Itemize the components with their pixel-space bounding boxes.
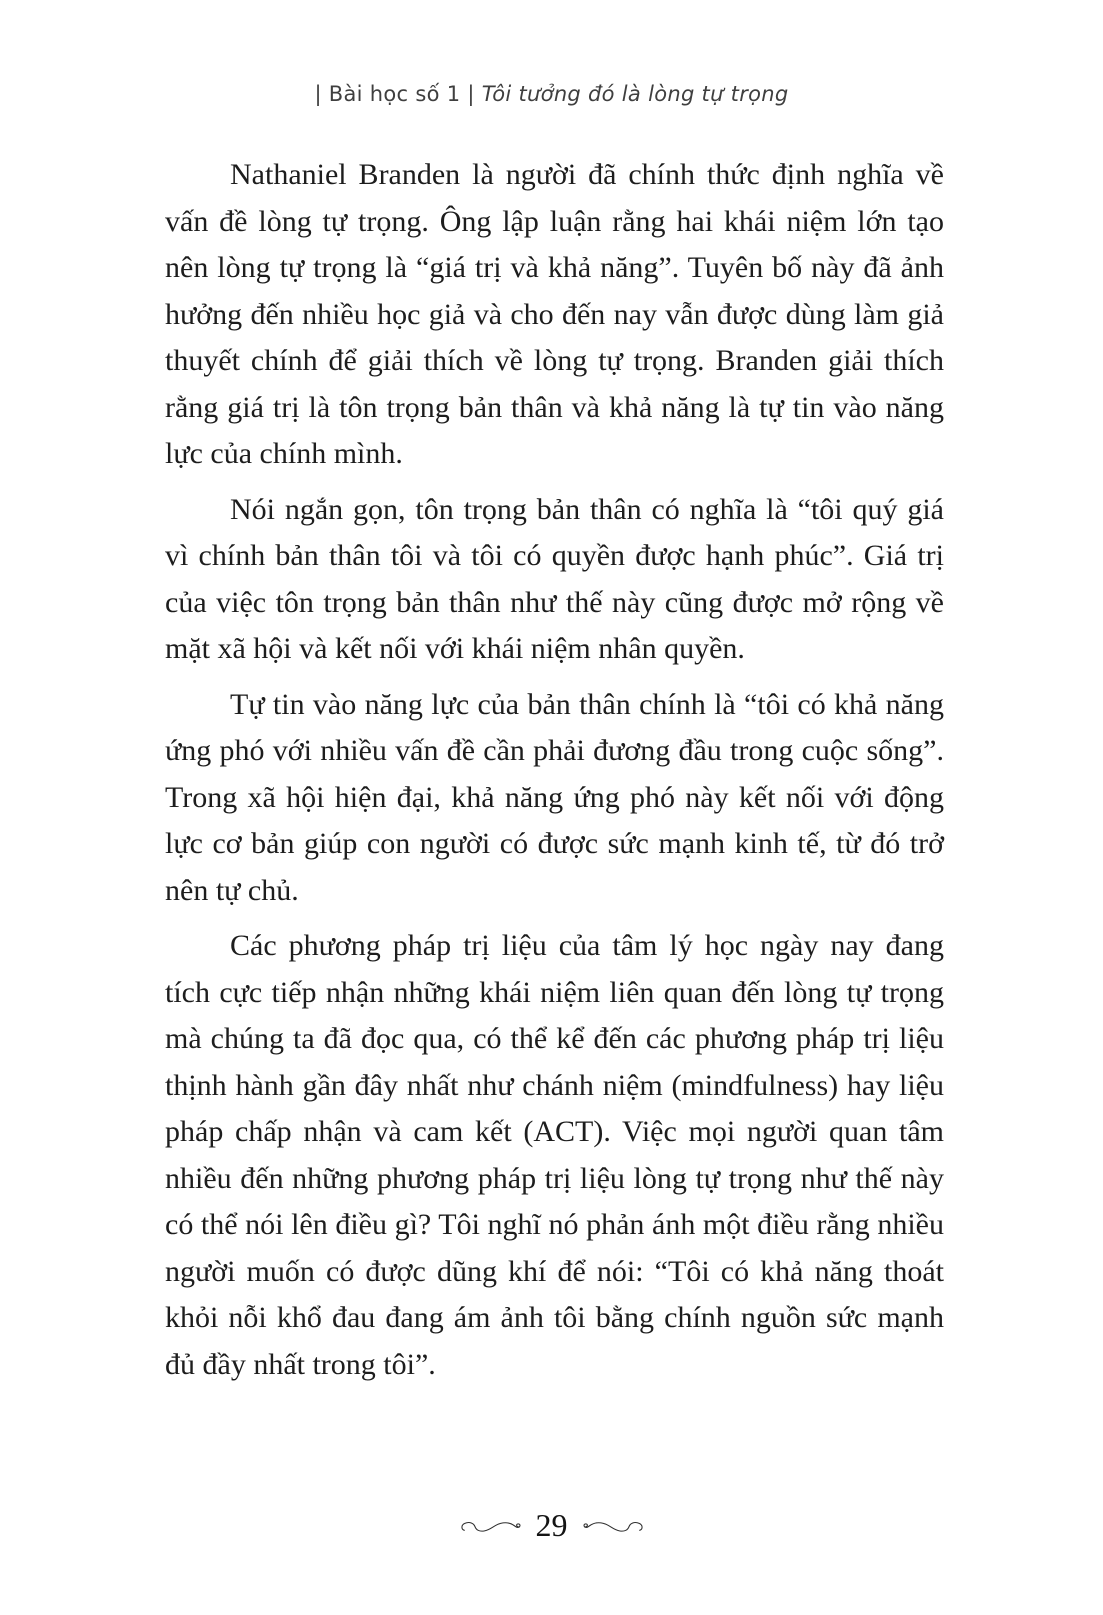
body-paragraph-3: Tự tin vào năng lực của bản thân chính là “tôi có khả năng ứng phó với nhiều vấn đề cần phải đương đầu trong cuộc sống”. Trong xã hội hiện đại, khả năng ứng phó này kết nối với động lực cơ bản giúp con người có được sức mạnh kinh tế, từ đó trở nên tự chủ. xyxy=(165,687,944,907)
flourish-left-icon xyxy=(460,1517,522,1534)
page-number: 29 xyxy=(535,1507,568,1543)
chapter-title: Tôi tưởng đó là lòng tự trọng xyxy=(481,82,789,106)
page-footer xyxy=(0,1509,1103,1615)
body-paragraph-2: Nói ngắn gọn, tôn trọng bản thân có nghĩa là “tôi quý giá vì chính bản thân tôi và tôi có quyền được hạnh phúc”. Giá trị của việc tôn trọng bản thân như thế này cũng được mở rộng về mặt xã hội và kết nối với khái niệm nhân quyền. xyxy=(165,492,944,665)
chapter-label: | Bài học số 1 | xyxy=(314,82,475,106)
body-paragraph-4: Các phương pháp trị liệu của tâm lý học ngày nay đang tích cực tiếp nhận những khái niệm liên quan đến lòng tự trọng mà chúng ta đã đọc qua, có thể kể đến các phương pháp trị liệu thịnh hành gần đây nhất như chánh niệm (mindfulness) hay liệu pháp chấp nhận và cam kết (ACT). Việc mọi người quan tâm nhiều đến những phương pháp trị liệu lòng tự trọng như thế này có thể nói lên điều gì? Tôi nghĩ nó phản ánh một điều rằng nhiều người muốn có được dũng khí để nói: “Tôi có khả năng thoát khỏi nỗi khổ đau đang ám ảnh tôi bằng chính nguồn sức mạnh đủ đầy nhất trong tôi”. xyxy=(165,929,944,1381)
flourish-right-icon xyxy=(582,1517,644,1534)
page-header xyxy=(0,82,1103,106)
body-paragraph-1: Nathaniel Branden là người đã chính thức định nghĩa về vấn đề lòng tự trọng. Ông lập luận rằng hai khái niệm lớn tạo nên lòng tự trọng là “giá trị và khả năng”. Tuyên bố này đã ảnh hưởng đến nhiều học giả và cho đến nay vẫn được dùng làm giả thuyết chính để giải thích về lòng tự trọng. Branden giải thích rằng giá trị là tôn trọng bản thân và khả năng là tự tin vào năng lực của chính mình. xyxy=(165,158,944,470)
page-body xyxy=(165,152,944,1397)
